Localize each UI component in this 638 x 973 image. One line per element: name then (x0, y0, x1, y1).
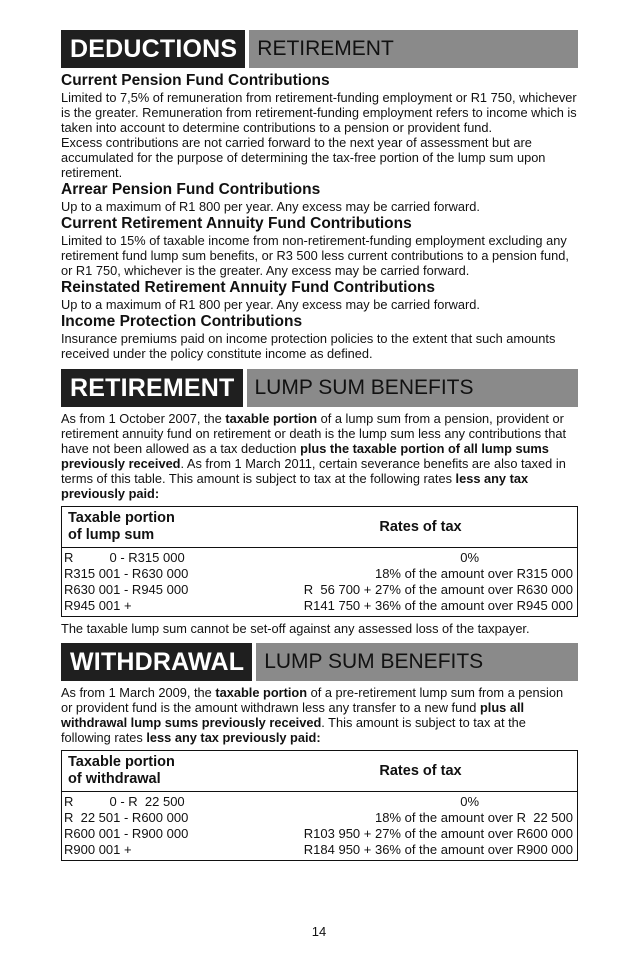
table-row: R 0 - R315 000 0% (64, 550, 573, 565)
deduction-item (61, 181, 578, 214)
retirement-intro: As from 1 October 2007, the taxable portion of a lump sum from a pension, provident or retirement annuity fund on retirement or death is the lump sum less any contributions that have not been allowed as a tax deduction plus the taxable portion of all lump sums previously received. As from 1 March 2011, certain severance benefits are also taxed in terms of this table. This amount is subject to tax at the following rates less any tax previously paid: (61, 411, 567, 501)
deduction-text: Limited to 15% of taxable income from non-retirement-funding employment excluding any retirement fund lump sum benefits, or R3 500 less current contributions to a pension fund, or R1 750, whichever is the greater. Any excess may be carried forward. (61, 233, 569, 278)
withdrawal-subtitle: LUMP SUM BENEFITS (256, 643, 578, 681)
table-row: R945 001 + R141 750 + 36% of the amount over R945 000 (64, 598, 573, 613)
retirement-rates-table (61, 506, 578, 617)
deduction-item (61, 279, 578, 312)
withdrawal-rates-table (61, 750, 578, 861)
withdrawal-banner (61, 643, 578, 681)
deduction-text: Excess contributions are not carried forward to the next year of assessment but are accumulated for the purpose of determining the tax-free portion of the lump sum upon retirement. (61, 135, 546, 180)
table-row: R 0 - R 22 500 0% (64, 794, 573, 809)
withdrawal-title: WITHDRAWAL (61, 643, 252, 681)
deduction-text: Insurance premiums paid on income protection policies to the extent that such amounts received under the policy constitute income as defined. (61, 331, 556, 361)
retirement-title: RETIREMENT (61, 369, 243, 407)
deduction-heading: Reinstated Retirement Annuity Fund Contributions (61, 279, 436, 296)
deduction-heading: Arrear Pension Fund Contributions (61, 181, 321, 198)
deductions-subtitle: RETIREMENT (249, 30, 578, 68)
deduction-heading: Current Retirement Annuity Fund Contributions (61, 215, 412, 232)
deduction-text: Up to a maximum of R1 800 per year. Any excess may be carried forward. (61, 297, 480, 312)
deduction-text: Limited to 7,5% of remuneration from retirement-funding employment or R1 750, whichever is the greater. Remuneration from retirement-funding employment refers to income which is taken into account to determine contributions to a pension or provident fund. (61, 90, 577, 135)
deductions-banner (61, 30, 578, 68)
retirement-subtitle: LUMP SUM BENEFITS (247, 369, 579, 407)
table-row: R315 001 - R630 000 18% of the amount over R315 000 (64, 566, 573, 581)
table-header-rates: Rates of tax (379, 519, 462, 535)
deduction-heading: Current Pension Fund Contributions (61, 72, 330, 89)
table-row: R 22 501 - R600 000 18% of the amount over R 22 500 (64, 810, 573, 825)
table-row: R600 001 - R900 000 R103 950 + 27% of the amount over R600 000 (64, 826, 573, 841)
withdrawal-intro: As from 1 March 2009, the taxable portion of a pre-retirement lump sum from a pension or provident fund is the amount withdrawn less any transfer to a new fund plus all withdrawal lump sums previously received. This amount is subject to tax at the following rates less any tax previously paid: (61, 685, 564, 745)
page-number: 14 (311, 924, 327, 939)
page-content (61, 30, 578, 865)
table-header-taxable-portion: Taxable portion of lump sum (68, 510, 175, 543)
deduction-heading: Income Protection Contributions (61, 313, 303, 330)
deduction-item (61, 72, 578, 180)
table-row: R900 001 + R184 950 + 36% of the amount over R900 000 (64, 842, 573, 857)
deduction-item (61, 215, 578, 278)
table-row: R630 001 - R945 000 R 56 700 + 27% of the amount over R630 000 (64, 582, 573, 597)
table-header-rates: Rates of tax (379, 763, 462, 779)
deduction-text: Up to a maximum of R1 800 per year. Any excess may be carried forward. (61, 199, 480, 214)
table-header-taxable-portion: Taxable portion of withdrawal (68, 754, 175, 787)
retirement-banner (61, 369, 578, 407)
deduction-item (61, 313, 578, 361)
retirement-note: The taxable lump sum cannot be set-off against any assessed loss of the taxpayer. (61, 621, 530, 636)
deductions-title: DEDUCTIONS (61, 30, 245, 68)
